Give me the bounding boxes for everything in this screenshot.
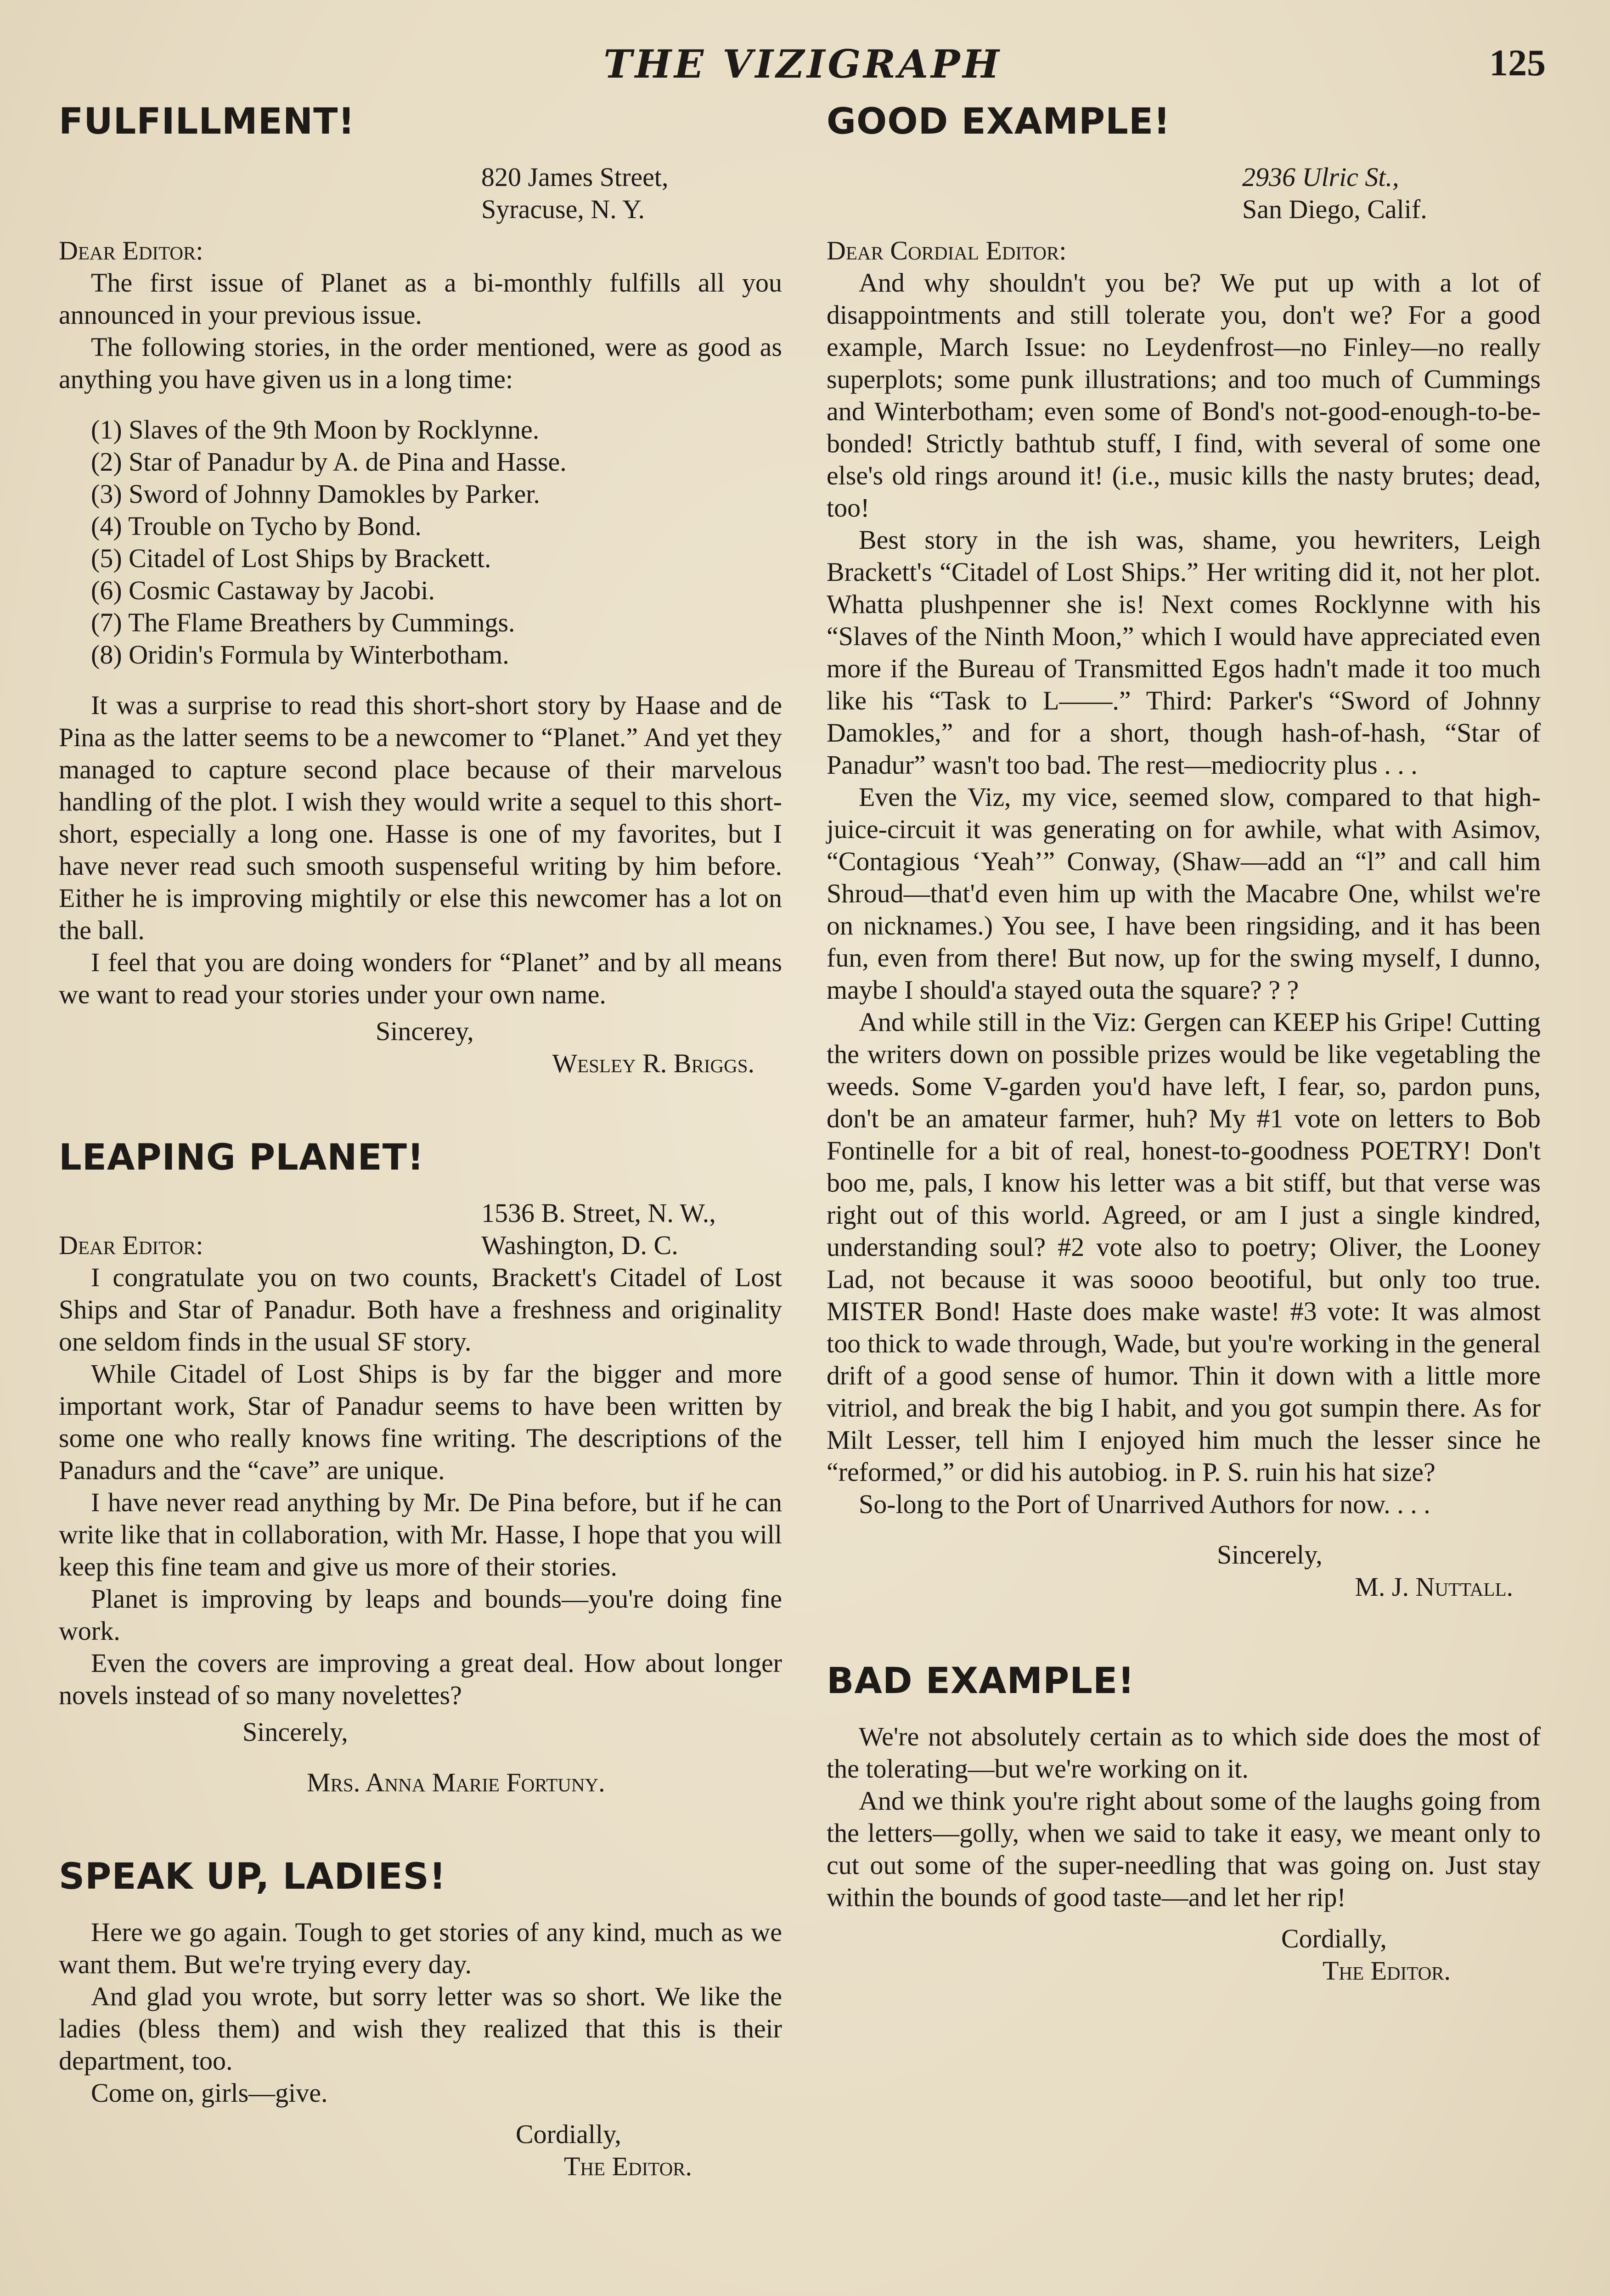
list-item: (2) Star of Panadur by A. de Pina and Hasse.	[91, 447, 567, 477]
paragraph: Here we go again. Tough to get stories of any kind, much as we want them. But we're trying every day.	[59, 1917, 782, 1979]
closing: Cordially,	[1281, 1924, 1387, 1953]
salutation: Dear Editor:	[59, 236, 203, 265]
signature: Mrs. Anna Marie Fortuny.	[307, 1767, 605, 1797]
signature: The Editor.	[564, 2151, 692, 2181]
paragraph: The first issue of Planet as a bi-monthly fulfills all you announced in your previous issue.	[59, 268, 782, 330]
letter-heading: GOOD EXAMPLE!	[827, 101, 1171, 142]
sender-address	[481, 161, 782, 225]
paragraph: The following stories, in the order mentioned, were as good as anything you have given us in a long time:	[59, 332, 782, 394]
letter-fulfillment	[59, 99, 782, 1080]
paragraph: And while still in the Viz: Gergen can KEEP his Gripe! Cutting the writers down on possible prizes would be like vegetabling the weeds. Some V-garden you'd have left, I fear, so, pardon puns, don't be an amateur farmer, huh? My #1 vote on letters to Bob Fontinelle for a bit of real, honest-to-goodness POETRY! Don't boo me, pals, I know his letter was a bit stiff, but that verse was right out of this world. Agreed, or am I just a single kindred, understanding soul? #2 vote also to poetry; Oliver, the Looney Lad, not because it was soooo beootiful, but only too true. MISTER Bond! Haste does make waste! #3 vote: It was almost too thick to wade through, Wade, but you're working in the general drift of a good sense of humor. Thin it down with a little more vitriol, and break the big I habit, and you got sumpin there. As for Milt Lesser, tell him I enjoyed him much the lesser since he “reformed,” or did his autobiog. in P. S. ruin his hat size?	[827, 1007, 1541, 1487]
paragraph: I congratulate you on two counts, Brackett's Citadel of Lost Ships and Star of Panadur. Both have a freshness and originality one seldom finds in the usual SF story.	[59, 1262, 782, 1356]
closing: Cordially,	[516, 2119, 621, 2149]
address-line: 1536 B. Street, N. W.,	[481, 1198, 716, 1228]
editor-reply-speak-up	[59, 1854, 782, 2183]
paragraph: It was a surprise to read this short-short story by Haase and de Pina as the latter seems to be a newcomer to “Planet.” And yet they managed to capture second place because of their marvelous handling of the plot. I wish they would write a sequel to this short-short, especially a long one. Hasse is one of my favorites, but I have never read such smooth suspenseful writing by him before. Either he is improving mightily or else this newcomer has a lot on the ball.	[59, 690, 782, 945]
address-line: Washington, D. C.	[481, 1230, 678, 1260]
paragraph: And why shouldn't you be? We put up with a lot of disappointments and still tolerate you, don't we? For a good example, March Issue: no Leydenfrost—no Finley—no really superplots; some punk illustrations; and too much of Cummings and Winterbotham; even some of Bond's not-good-enough-to-be-bonded! Strictly bathtub stuff, I find, with several of some one else's old rings around it! (i.e., music kills the nasty brutes; dead, too!	[827, 268, 1541, 523]
address-line: Syracuse, N. Y.	[481, 194, 645, 224]
editor-reply-bad-example	[827, 1658, 1541, 1987]
paragraph: And glad you wrote, but sorry letter was so short. We like the ladies (bless them) and wish they realized that this is their department, too.	[59, 1981, 782, 2076]
letter-heading: BAD EXAMPLE!	[827, 1660, 1135, 1702]
right-column	[827, 99, 1541, 2296]
list-item: (8) Oridin's Formula by Winterbotham.	[91, 640, 509, 670]
paragraph: Even the covers are improving a great deal. How about longer novels instead of so many novelettes?	[59, 1648, 782, 1710]
closing: Sincerely,	[242, 1717, 348, 1747]
list-item: (4) Trouble on Tycho by Bond.	[91, 511, 422, 541]
signature: Wesley R. Briggs.	[552, 1048, 754, 1078]
signature: The Editor.	[1323, 1956, 1451, 1986]
sender-address	[59, 1197, 782, 1261]
story-ranking-list	[59, 414, 782, 671]
list-item: (6) Cosmic Castaway by Jacobi.	[91, 575, 435, 605]
list-item: (5) Citadel of Lost Ships by Brackett.	[91, 543, 491, 573]
paragraph: Even the Viz, my vice, seemed slow, compared to that high-juice-circuit it was generating on for awhile, what with Asimov, “Contagious ‘Yeah’” Conway, (Shaw—add an “l” and call him Shroud—that'd even him up with the Macabre One, whilst we're on nicknames.) You see, I have been ringsiding, and it has been fun, even from there! But now, up for the swing myself, I dunno, maybe I should'a stayed outa the square? ? ?	[827, 782, 1541, 1005]
paragraph: I have never read anything by Mr. De Pina before, but if he can write like that in collaboration, with Mr. Hasse, I hope that you will keep this fine team and give us more of their stories.	[59, 1487, 782, 1581]
sender-address	[1242, 161, 1541, 225]
magazine-title: THE VIZIGRAPH	[603, 41, 1002, 87]
paragraph: While Citadel of Lost Ships is by far the bigger and more important work, Star of Panadur seems to have been written by some one who really knows fine writing. The descriptions of the Panadurs and the “cave” are unique.	[59, 1359, 782, 1485]
paragraph: Planet is improving by leaps and bounds—you're doing fine work.	[59, 1584, 782, 1646]
address-line: 820 James Street,	[481, 162, 669, 192]
letter-leaping-planet	[59, 1135, 782, 1799]
page-number: 125	[1489, 42, 1546, 84]
paragraph: Best story in the ish was, shame, you hewriters, Leigh Brackett's “Citadel of Lost Ships.” Her writing did it, not her plot. Whatta plushpenner she is! Next comes Rocklynne with his “Slaves of the Ninth Moon,” which I would have appreciated even more if the Bureau of Transmitted Egos hadn't made it too much like his “Task to L——.” Third: Parker's “Sword of Johnny Damokles,” and for a short, though hash-of-hash, “Star of Panadur” wasn't too bad. The rest—mediocrity plus . . .	[827, 525, 1541, 780]
list-item: (1) Slaves of the 9th Moon by Rocklynne.	[91, 415, 540, 445]
paragraph: And we think you're right about some of the laughs going from the letters—golly, when we said to take it easy, we meant only to cut out some of the super-needling that was going on. Just stay within the bounds of good taste—and let her rip!	[827, 1786, 1541, 1912]
left-column	[59, 99, 782, 2296]
salutation: Dear Cordial Editor:	[827, 236, 1067, 265]
list-item: (7) The Flame Breathers by Cummings.	[91, 608, 515, 637]
salutation: Dear Editor:	[59, 1230, 203, 1260]
paragraph: I feel that you are doing wonders for “Planet” and by all means we want to read your stories under your own name.	[59, 947, 782, 1009]
letter-good-example	[827, 99, 1541, 1603]
address-line: 2936 Ulric St.,	[1242, 162, 1399, 192]
letter-heading: LEAPING PLANET!	[59, 1137, 424, 1178]
letter-heading: SPEAK UP, LADIES!	[59, 1856, 446, 1897]
address-row	[59, 1229, 782, 1261]
running-head	[60, 41, 1546, 92]
closing: Sincerely,	[1217, 1540, 1323, 1570]
paragraph: So-long to the Port of Unarrived Authors for now. . . .	[859, 1489, 1430, 1519]
paragraph: Come on, girls—give.	[91, 2078, 328, 2108]
address-line: San Diego, Calif.	[1242, 194, 1427, 224]
letter-heading: FULFILLMENT!	[59, 101, 355, 142]
signature: M. J. Nuttall.	[1355, 1572, 1513, 1602]
closing: Sincerey,	[376, 1016, 474, 1046]
list-item: (3) Sword of Johnny Damokles by Parker.	[91, 479, 540, 509]
paragraph: We're not absolutely certain as to which side does the most of the tolerating—but we're working on it.	[827, 1722, 1541, 1784]
